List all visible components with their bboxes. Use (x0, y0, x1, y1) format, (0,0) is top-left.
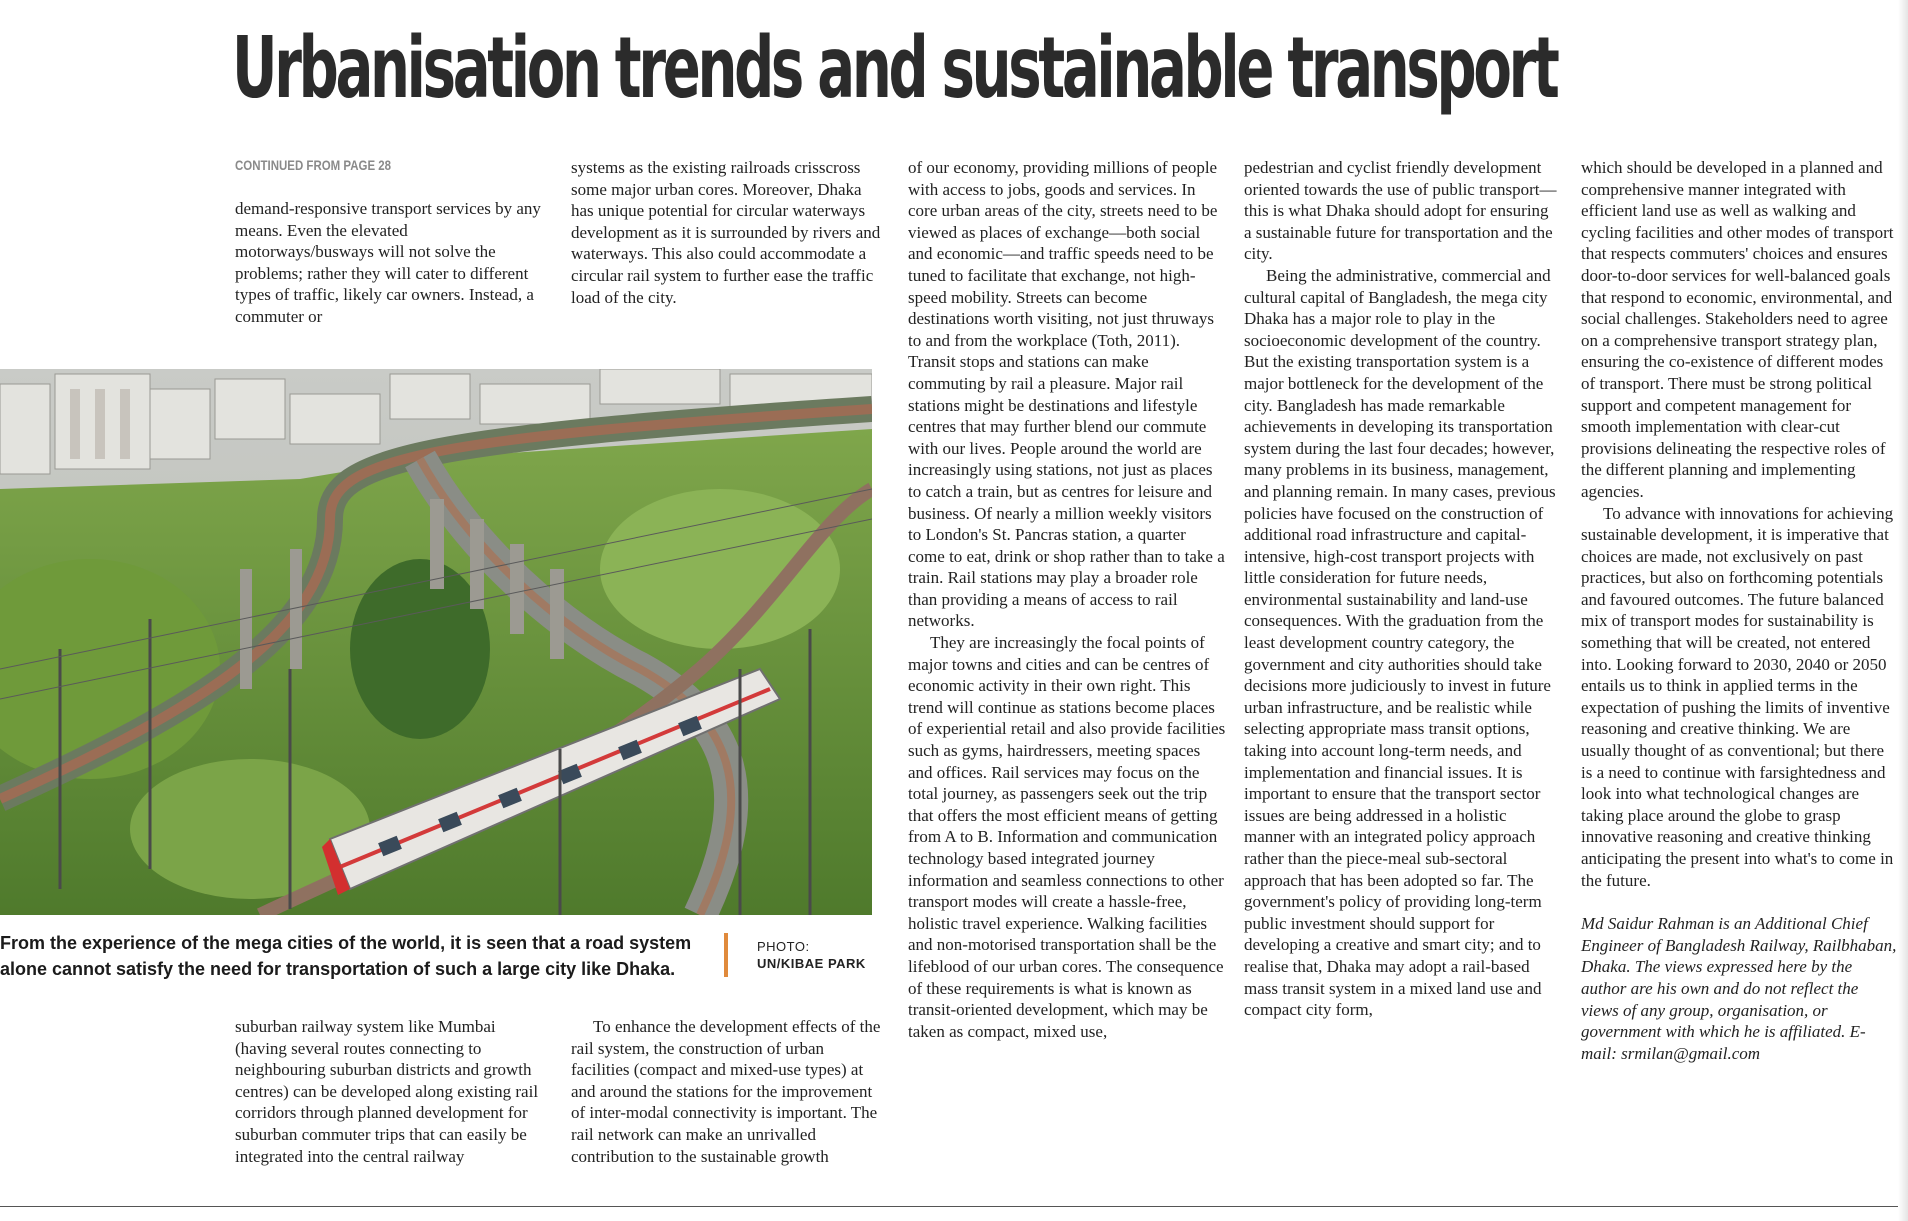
caption-line: From the experience of the mega cities of the world, it is seen that a road system (0, 933, 692, 953)
bottom-rule (0, 1206, 1908, 1207)
continued-from-label: CONTINUED FROM PAGE 28 (235, 157, 392, 173)
paragraph: To enhance the development effects of the rail system, the construction of urban facilities (compact and mixed-use types) at and around the stations for the improvement of inter-modal connectivity is important. The rail network can make an unrivalled contribution to the sustainable growth (571, 1017, 881, 1166)
paragraph: which should be developed in a planned and comprehensive manner integrated with efficient land use as well as walking and cycling facilities and other modes of transport that respects commuters' choices and ensures door-to-door services for well-balanced goals that respond to economic, environmental, and social challenges. Stakeholders need to agree on a comprehensive transport strategy plan, ensuring the co-existence of different modes of transport. There must be strong political support and competent management for smooth implementation with clear-cut provisions delineating the respective roles of the different planning and implementing agencies. (1581, 158, 1894, 501)
caption-line: alone cannot satisfy the need for transportation of such a large city like Dhaka. (0, 959, 676, 979)
paragraph: suburban railway system like Mumbai (having several routes connecting to neighbouring suburban districts and growth centres) can be developed along existing rail corridors through planned development for suburban commuter trips that can easily be integrated into the central railway (235, 1017, 539, 1166)
train-photo-image (0, 369, 872, 915)
credit-divider (724, 933, 728, 977)
column-2-bottom (571, 1016, 883, 1167)
headline: Urbanisation trends and sustainable transport (232, 19, 1557, 118)
page-edge-shadow (1898, 0, 1908, 1221)
paragraph: They are increasingly the focal points of major towns and cities and can be centres of economic activity in their own right. This trend will continue as stations become places of experiential retail and also provide facilities such as gyms, hairdressers, meeting spaces and offices. Rail services may focus on the total journey, as passengers seek out the trip that offers the most efficient means of getting from A to B. Information and communication technology based integrated journey information and seamless connections to other transport modes will create a hassle-free, holistic travel experience. Walking facilities and non-motorised transportation shall be the lifeblood of our urban cores. The consequence of these requirements is what is known as transit-oriented development, which may be taken as compact, mixed use, (908, 633, 1226, 1041)
train-photo (0, 369, 872, 915)
paragraph: of our economy, providing millions of people with access to jobs, goods and services. In core urban areas of the city, streets need to be viewed as places of exchange—both social and economic—and traffic speeds need to be tuned to facilitate that exchange, not high-speed mobility. Streets can become destinations worth visiting, not just thruways to and from the workplace (Toth, 2011). Transit stops and stations can make commuting by rail a pleasure. Major rail stations might be destinations and lifestyle centres that may further blend our commute with our lives. People around the world are increasingly using stations, not just as places to catch a train, but as centres for leisure and business. Of nearly a million weekly visitors to London's St. Pancras station, a quarter come to eat, drink or shop rather than to take a train. Rail stations may play a broader role than providing a means of access to rail networks. (908, 158, 1225, 631)
photo-credit (757, 938, 866, 972)
paragraph: systems as the existing railroads crisscross some major urban cores. Moreover, Dhaka has unique potential for circular waterways development as it is surrounded by rivers and waterways. This also could accommodate a circular rail system to further ease the traffic load of the city. (571, 158, 881, 307)
column-5 (1581, 157, 1897, 1064)
paragraph: pedestrian and cyclist friendly development oriented towards the use of public transport—this is what Dhaka should adopt for ensuring a sustainable future for transportation and the city. (1244, 158, 1557, 264)
column-1-top (235, 198, 545, 328)
column-3 (908, 157, 1226, 1042)
column-1-bottom (235, 1016, 545, 1167)
paragraph: demand-responsive transport services by any means. Even the elevated motorways/busways will not solve the problems; rather they will cater to different types of traffic, likely car owners. Instead, a commuter or (235, 199, 541, 326)
photo-caption (0, 930, 700, 982)
paragraph: To advance with innovations for achieving sustainable development, it is imperative that choices are made, not exclusively on past practices, but also on forthcoming potentials and favoured outcomes. The future balanced mix of transport modes for sustainability is something that will be created, not entered into. Looking forward to 2030, 2040 or 2050 entails us to think in applied terms in the expectation of pushing the limits of inventive reasoning and creative thinking. We are usually thought of as conventional; but there is a need to continue with farsightedness and look into what technological changes are taking place around the globe to grasp innovative reasoning and creative thinking anticipating the present into what's to come in the future. (1581, 503, 1894, 890)
photo-label: PHOTO: (757, 939, 810, 954)
column-2-top (571, 157, 883, 308)
column-4 (1244, 157, 1558, 1021)
author-bio: Md Saidur Rahman is an Additional Chief Engineer of Bangladesh Railway, Railbhaban, Dhaka. The views expressed here by the author are his own and do not reflect the views of any group, organisation, or government with which he is affiliated. E-mail: srmilan@gmail.com (1581, 914, 1897, 1063)
photo-credit-name: UN/KIBAE PARK (757, 956, 866, 971)
paragraph: Being the administrative, commercial and cultural capital of Bangladesh, the mega city Dhaka has a major role to play in the socioeconomic development of the country. But the existing transportation system is a major bottleneck for the development of the city. Bangladesh has made remarkable achievements in developing its transportation system during the last four decades; however, many problems in its business, management, and planning remain. In many cases, previous policies have focused on the construction of additional road infrastructure and capital-intensive, high-cost transport projects with little consideration for future needs, environmental sustainability and land-use consequences. With the graduation from the least development country category, the government and city authorities should take decisions more judiciously to invest in future urban infrastructure, and be realistic while selecting appropriate mass transit options, taking into account long-term needs, and implementation and financial issues. It is important to ensure that the transport sector issues are being addressed in a holistic manner with an integrated policy approach rather than the piece-meal sub-sectoral approach that has been adopted so far. The government's policy of providing long-term public investment should support for developing a creative and smart city; and to realise that, Dhaka may adopt a rail-based mass transit system in a mixed land use and compact city form, (1244, 265, 1556, 1020)
